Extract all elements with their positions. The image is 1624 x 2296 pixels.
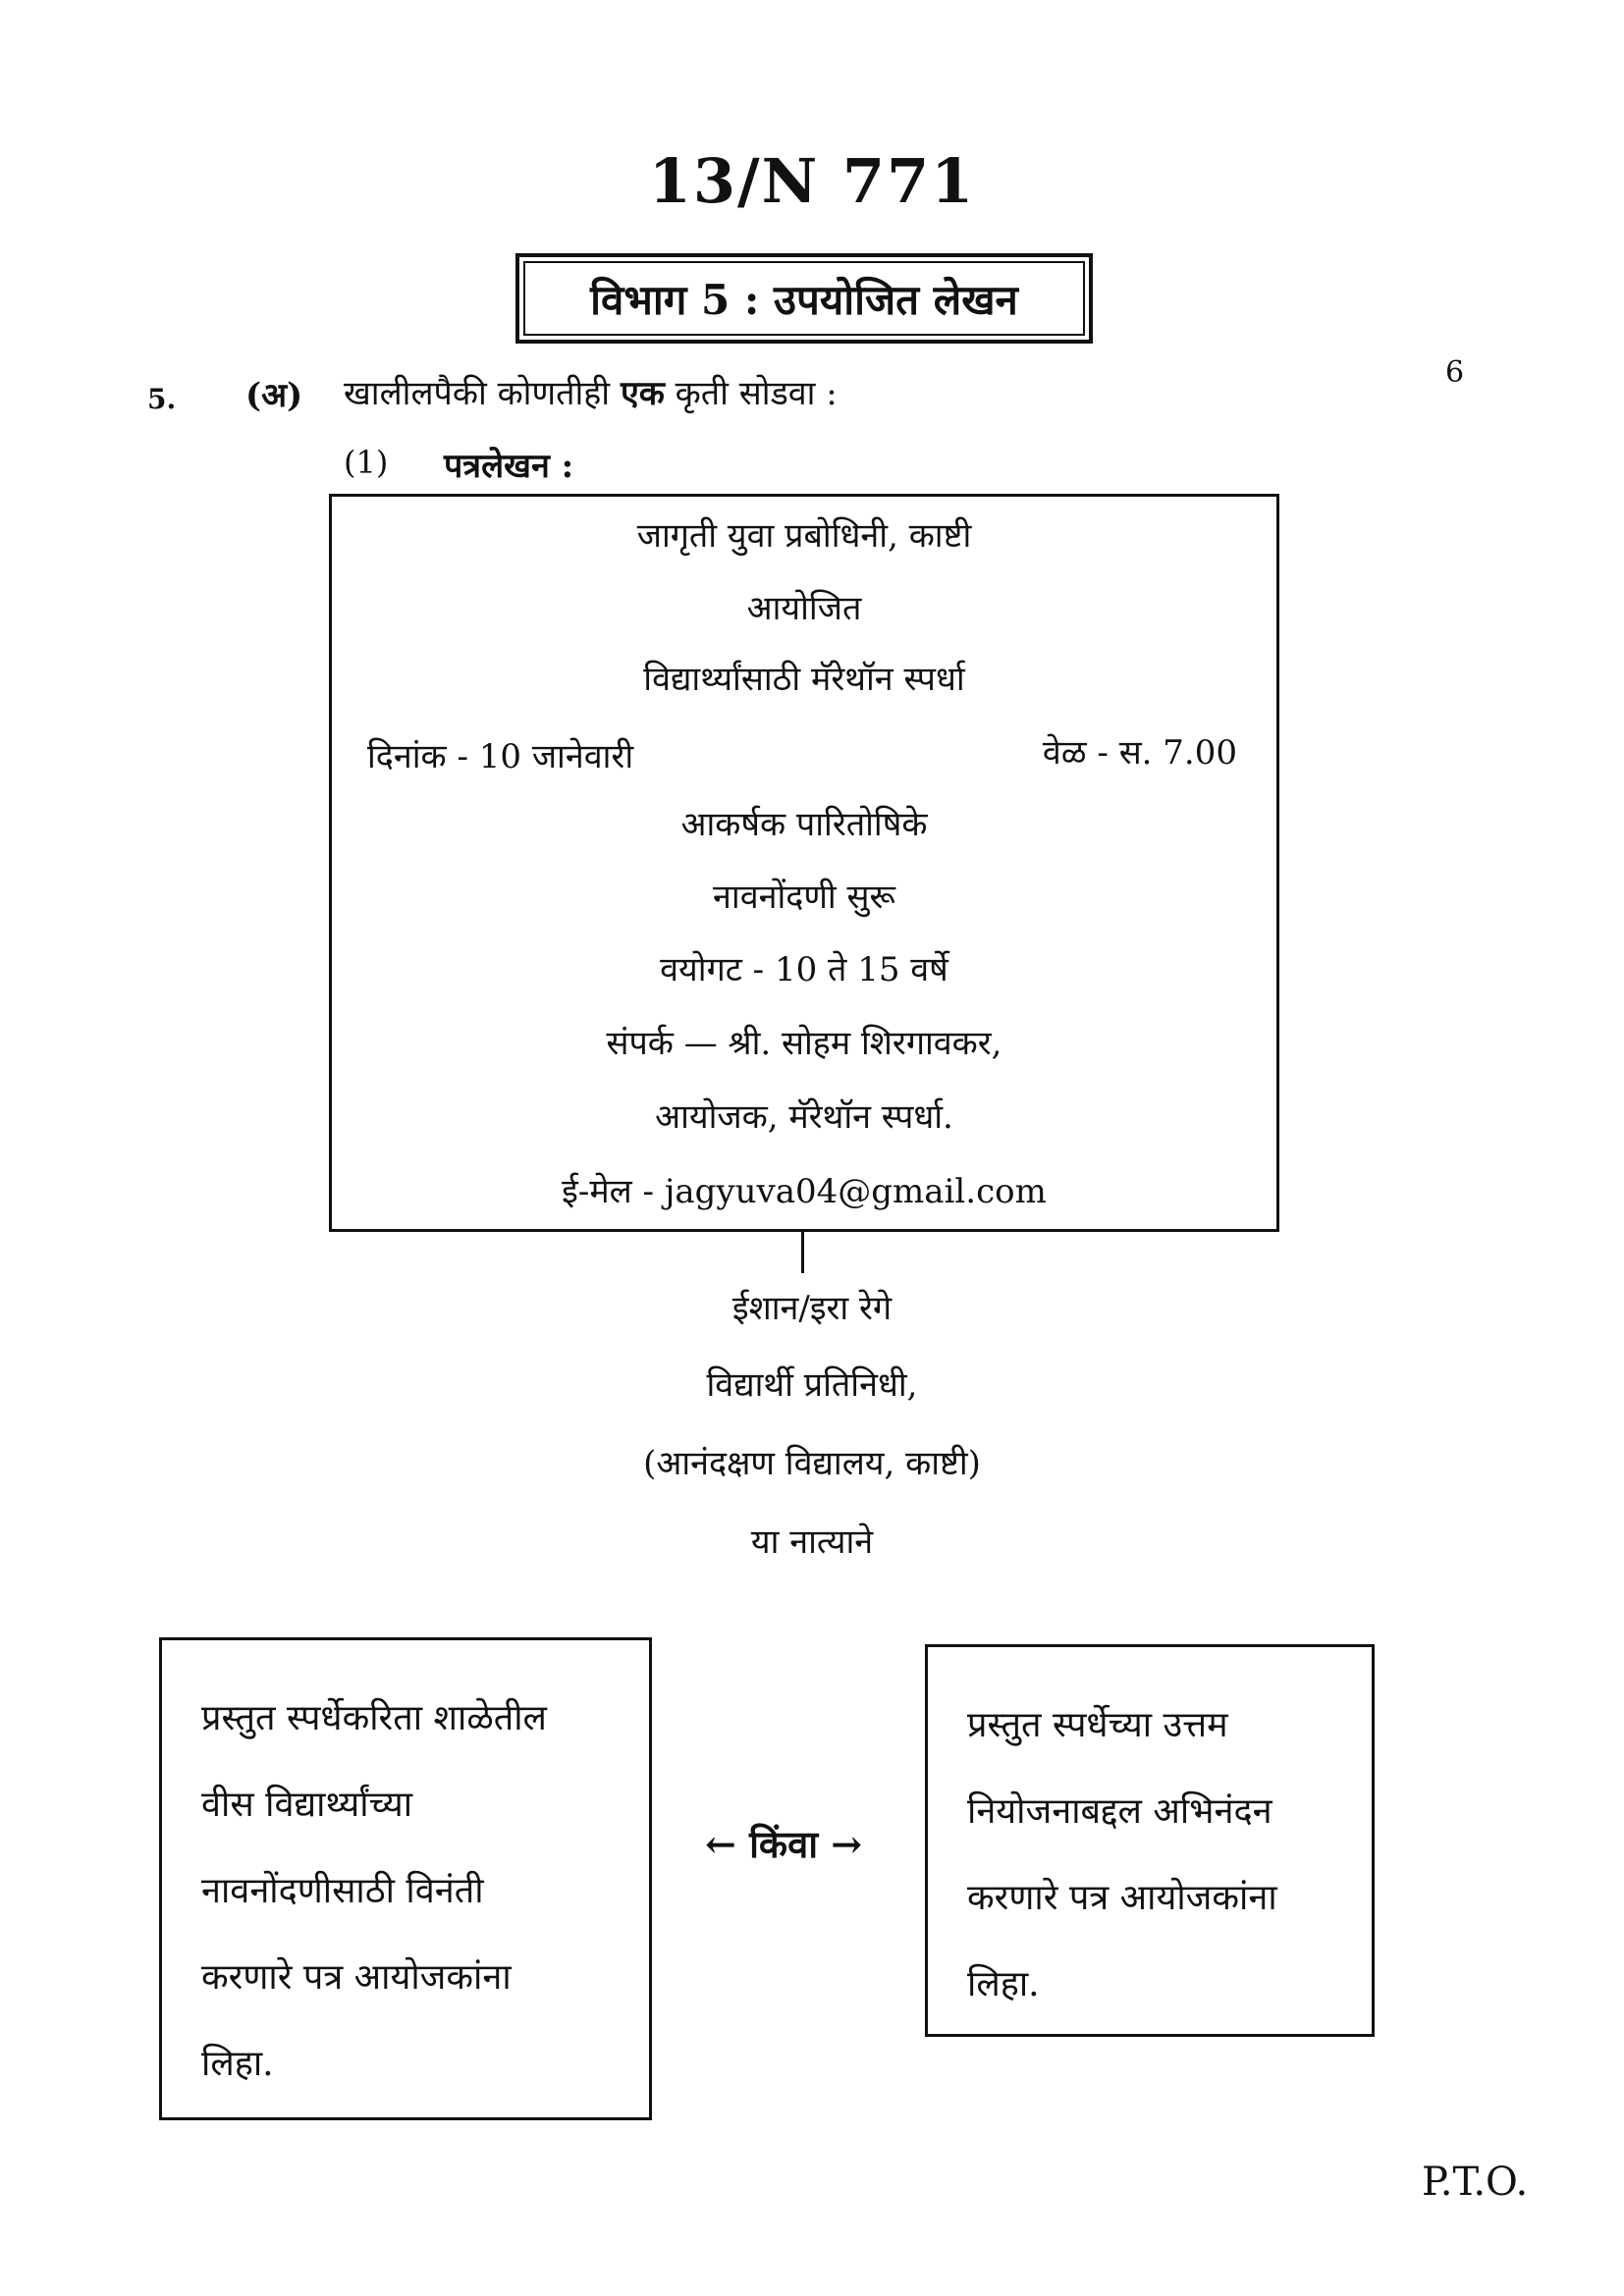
section-title-box bbox=[515, 253, 1093, 344]
question-number: 5. bbox=[147, 383, 177, 415]
page-turn-note: P.T.O. bbox=[1422, 2160, 1529, 2205]
notice-box bbox=[329, 494, 1279, 1232]
sender-capacity: या नात्याने bbox=[750, 1522, 874, 1562]
instruction-bold-word: एक bbox=[620, 374, 665, 413]
section-title: विभाग 5 : उपयोजित लेखन bbox=[590, 275, 1018, 324]
question-part: (अ) bbox=[245, 376, 303, 415]
question-instruction bbox=[344, 369, 838, 414]
notice-prizes: आकर्षक पारितोषिके bbox=[680, 805, 928, 844]
task-option-2 bbox=[925, 1644, 1375, 2037]
task-2-line: प्रस्तुत स्पर्धेच्या उत्तम bbox=[967, 1705, 1228, 1745]
task-1-line: लिहा. bbox=[201, 2044, 274, 2084]
task-option-1 bbox=[159, 1637, 652, 2120]
sender-name: ईशान/इरा रेगे bbox=[731, 1289, 893, 1328]
notice-contact: संपर्क — श्री. सोहम शिरगावकर, bbox=[606, 1024, 1002, 1063]
paper-code: 13/N 771 bbox=[648, 145, 976, 217]
task-1-line: नावनोंदणीसाठी विनंती bbox=[201, 1871, 484, 1911]
notice-email: ई-मेल - jagyuva04@gmail.com bbox=[562, 1172, 1047, 1211]
sub-question-number: (1) bbox=[344, 444, 389, 481]
notice-time: वेळ - स. 7.00 bbox=[1042, 733, 1237, 773]
task-1-line: करणारे पत्र आयोजकांना bbox=[201, 1957, 512, 1998]
notice-registration: नावनोंदणी सुरू bbox=[713, 878, 895, 917]
task-1-line: वीस विद्यार्थ्यांच्या bbox=[201, 1785, 413, 1825]
sub-question-title: पत्रलेखन : bbox=[444, 447, 574, 486]
or-label: ← किंवा → bbox=[705, 1822, 863, 1866]
notice-organiser: आयोजक, मॅरेथॉन स्पर्धा. bbox=[655, 1097, 953, 1137]
task-2-line: लिहा. bbox=[967, 1964, 1040, 2004]
instruction-text-2: कृती सोडवा : bbox=[675, 374, 838, 413]
task-2-line: करणारे पत्र आयोजकांना bbox=[967, 1878, 1277, 1918]
notice-date: दिनांक - 10 जानेवारी bbox=[367, 737, 634, 776]
instruction-text-1: खालीलपैकी कोणतीही bbox=[344, 374, 611, 413]
sender-designation: विद्यार्थी प्रतिनिधी, bbox=[706, 1365, 918, 1405]
connector-line bbox=[801, 1232, 804, 1273]
notice-event: विद्यार्थ्यांसाठी मॅरेथॉन स्पर्धा bbox=[643, 660, 965, 699]
question-marks: 6 bbox=[1445, 355, 1465, 390]
task-1-line: प्रस्तुत स्पर्धेकरिता शाळेतील bbox=[201, 1698, 547, 1738]
notice-organisation: जागृती युवा प्रबोधिनी, काष्टी bbox=[636, 516, 972, 556]
sender-school: (आनंदक्षण विद्यालय, काष्टी) bbox=[643, 1444, 981, 1483]
notice-organised: आयोजित bbox=[746, 589, 862, 628]
task-2-line: नियोजनाबद्दल अभिनंदन bbox=[967, 1791, 1272, 1832]
notice-age-group: वयोगट - 10 ते 15 वर्षे bbox=[660, 950, 948, 989]
